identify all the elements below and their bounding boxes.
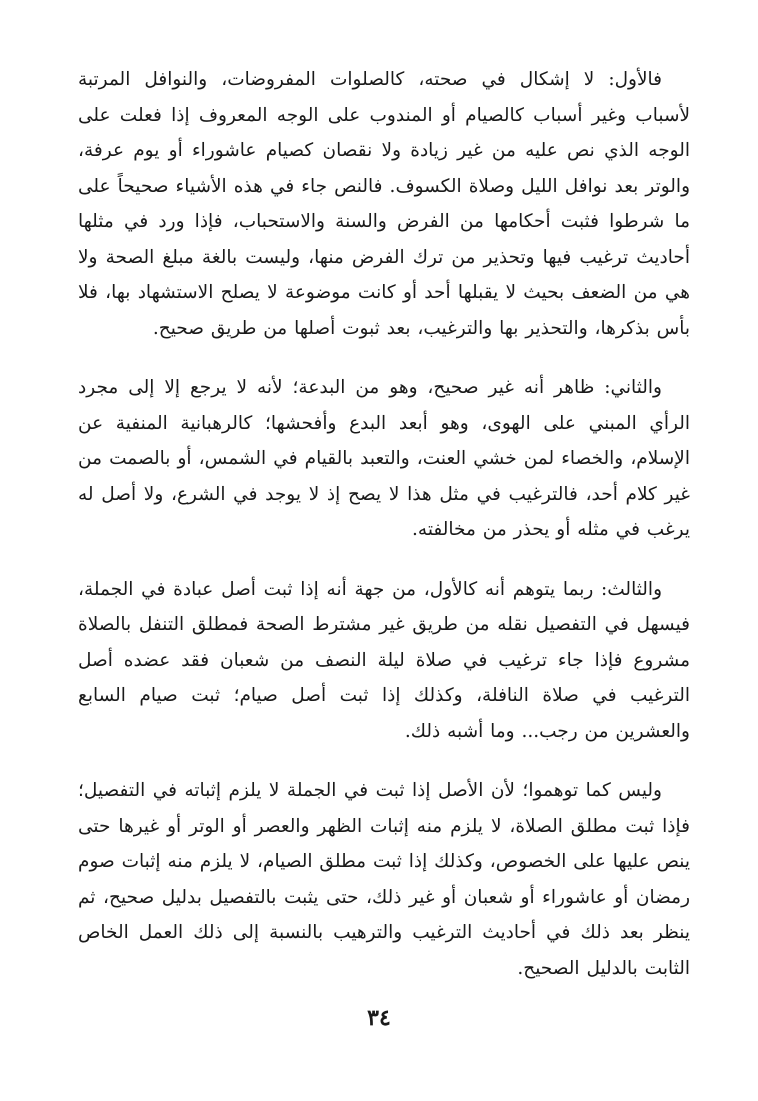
paragraph-first-type: فالأول: لا إشكال في صحته، كالصلوات المفروضات، والنوافل المرتبة لأسباب وغير أسباب كالصيام أو المندوب على الوجه المعروف إذا فعلت على الوجه الذي نص عليه من غير زيادة ولا نقصان كصيام عاشوراء أو يوم عرفة، والوتر بعد نوافل الليل وصلاة الكسوف. فالنص جاء في هذه الأشياء صحيحاً على ما شرطوا فثبت أحكامها من الفرض والسنة والاستحباب، فإذا ورد في مثلها أحاديث ترغيب فيها وتحذير من ترك الفرض منها، وليست بالغة مبلغ الصحة ولا هي من الضعف بحيث لا يقبلها أحد أو كانت موضوعة لا يصلح الاستشهاد بها، فلا بأس بذكرها، والتحذير بها والترغيب، بعد ثبوت أصلها من طريق صحيح.	[78, 69, 690, 339]
paragraph-rebuttal: وليس كما توهموا؛ لأن الأصل إذا ثبت في الجملة لا يلزم إثباته في التفصيل؛ فإذا ثبت مطلق الصلاة، لا يلزم منه إثبات الظهر والعصر أو الوتر أو غيرها حتى ينص عليها على الخصوص، وكذلك إذا ثبت مطلق الصيام، لا يلزم منه إثبات صوم رمضان أو عاشوراء أو شعبان أو غير ذلك، حتى يثبت بالتفصيل بدليل صحيح، ثم ينظر بعد ذلك في أحاديث الترغيب والترهيب بالنسبة إلى ذلك العمل الخاص الثابت بالدليل الصحيح.	[78, 780, 690, 979]
page-number: ٣٤	[367, 1005, 391, 1031]
paragraph-third-type: والثالث: ربما يتوهم أنه كالأول، من جهة أنه إذا ثبت أصل عبادة في الجملة، فيسهل في التفصيل نقله من طريق غير مشترط الصحة فمطلق التنفل بالصلاة مشروع فإذا جاء ترغيب في صلاة ليلة النصف من شعبان فقد عضده أصل الترغيب في صلاة النافلة، وكذلك إذا ثبت أصل صيام؛ ثبت صيام السابع والعشرين من رجب... وما أشبه ذلك.	[78, 578, 690, 742]
paragraph-second-type: والثاني: ظاهر أنه غير صحيح، وهو من البدعة؛ لأنه لا يرجع إلا إلى مجرد الرأي المبني على الهوى، وهو أبعد البدع وأفحشها؛ كالرهبانية المنفية عن الإسلام، والخصاء لمن خشي العنت، والتعبد بالقيام في الشمس، أو بالصمت من غير كلام أحد، فالترغيب في مثل هذا لا يصح إذ لا يوجد في الشرع، ولا أصل له يرغب في مثله أو يحذر من مخالفته.	[78, 377, 690, 540]
page-body	[78, 62, 690, 1010]
